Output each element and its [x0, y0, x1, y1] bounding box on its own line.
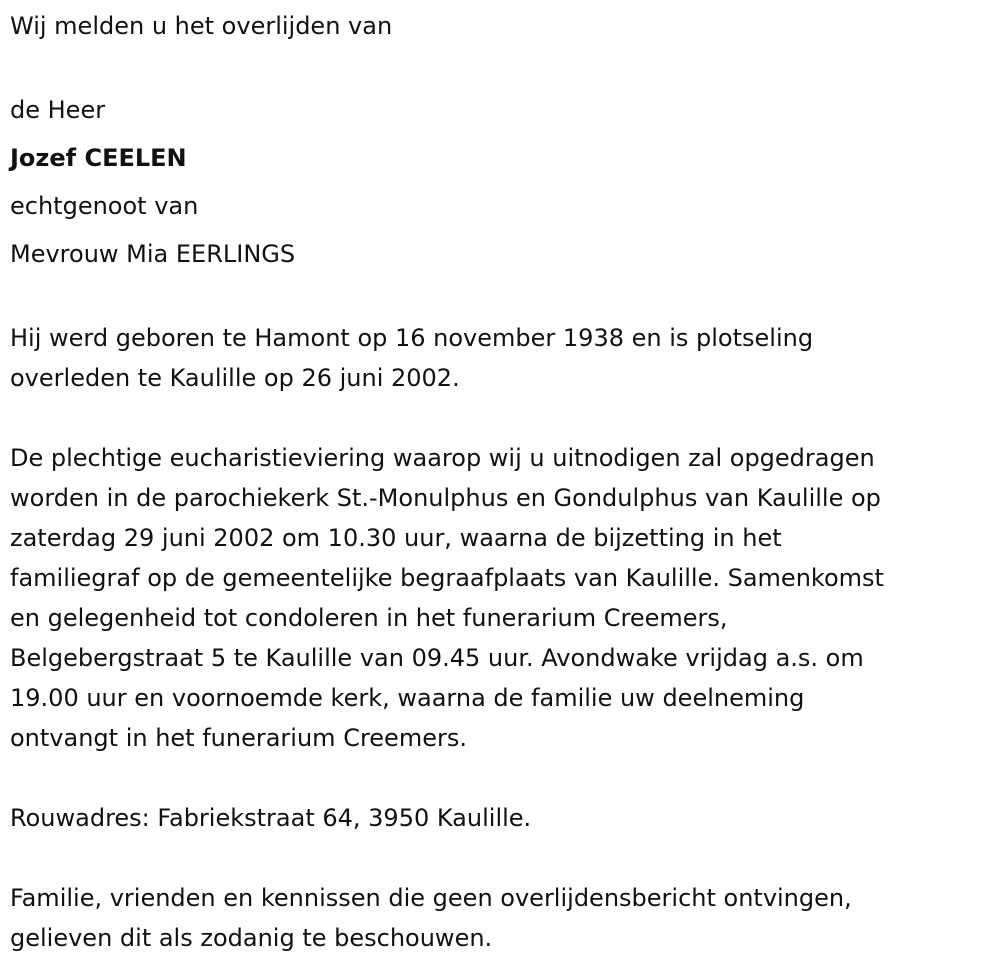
paragraph-line: Hij werd geboren te Hamont op 16 november 1938 en is plotseling: [10, 324, 814, 352]
paragraph-line: 19.00 uur en voornoemde kerk, waarna de familie uw deelneming: [10, 684, 805, 712]
intro-line: Wij melden u het overlijden van: [10, 12, 393, 40]
paragraph-line: en gelegenheid tot condoleren in het funerarium Creemers,: [10, 604, 728, 632]
relation-label: echtgenoot van: [10, 192, 199, 220]
closing-paragraph: [10, 878, 985, 958]
ceremony-paragraph: [10, 438, 985, 758]
paragraph-line: overleden te Kaulille op 26 juni 2002.: [10, 364, 460, 392]
paragraph-line: ontvangt in het funerarium Creemers.: [10, 724, 467, 752]
paragraph-line: zaterdag 29 juni 2002 om 10.30 uur, waarna de bijzetting in het: [10, 524, 782, 552]
deceased-block: [10, 86, 985, 278]
paragraph-line: familiegraf op de gemeentelijke begraafplaats van Kaulille. Samenkomst: [10, 564, 884, 592]
address-paragraph: [10, 798, 985, 838]
paragraph-line: De plechtige eucharistieviering waarop wij u uitnodigen zal opgedragen: [10, 444, 875, 472]
mourning-address: Rouwadres: Fabriekstraat 64, 3950 Kaulille.: [10, 804, 532, 832]
paragraph-line: worden in de parochiekerk St.-Monulphus en Gondulphus van Kaulille op: [10, 484, 881, 512]
salutation: de Heer: [10, 96, 106, 124]
death-notice: [10, 6, 985, 958]
spouse-name: Mevrouw Mia EERLINGS: [10, 240, 296, 268]
deceased-name: Jozef CEELEN: [10, 144, 187, 172]
birth-death-paragraph: [10, 318, 985, 398]
paragraph-line: gelieven dit als zodanig te beschouwen.: [10, 924, 493, 952]
paragraph-line: Familie, vrienden en kennissen die geen overlijdensbericht ontvingen,: [10, 884, 852, 912]
paragraph-line: Belgebergstraat 5 te Kaulille van 09.45 uur. Avondwake vrijdag a.s. om: [10, 644, 864, 672]
